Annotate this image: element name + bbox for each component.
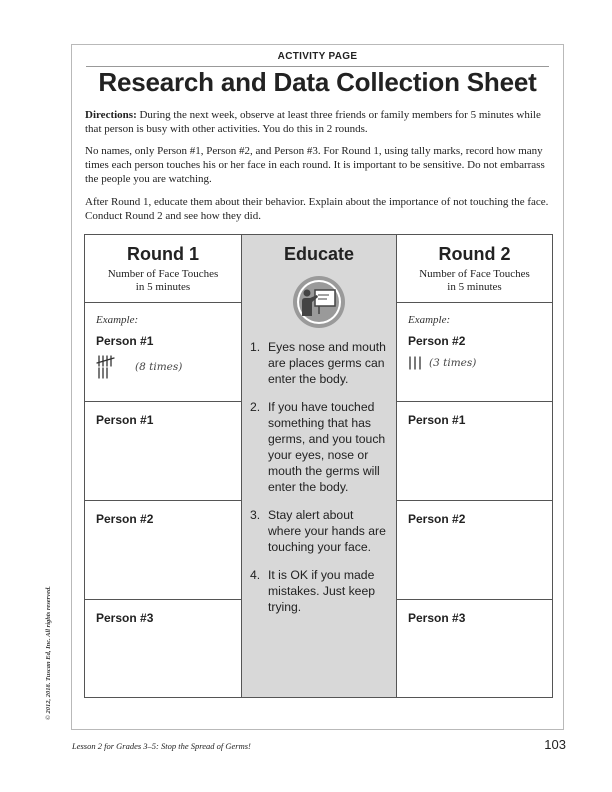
round1-title: Round 1 [127, 244, 199, 264]
directions-text: During the next week, observe at least three friends or family members for 5 minutes while that person is busy with other activities. You do this in 2 rounds. [85, 109, 541, 135]
person-label: Person #2 [96, 512, 154, 526]
person-label: Person #3 [96, 611, 154, 625]
example-person-label: Person #2 [408, 334, 466, 348]
round1-person1-cell[interactable] [85, 402, 241, 501]
example-label: Example: [96, 314, 139, 326]
educate-item [250, 339, 386, 387]
person-label: Person #1 [408, 413, 466, 427]
round1-example-cell [85, 303, 241, 402]
directions-paragraph [85, 109, 551, 137]
person-label: Person #3 [408, 611, 466, 625]
example-label: Example: [408, 314, 451, 326]
round2-person2-cell[interactable] [397, 501, 552, 600]
instructions-paragraph: No names, only Person #1, Person #2, and Person #3. For Round 1, using tally marks, record how many times each person touches his or her face in each round. It is important to be sensitive. Do not embarrass the people you are watching. [85, 145, 545, 185]
example-tally-note: (8 times) [135, 361, 183, 373]
example-person-label: Person #1 [96, 334, 154, 348]
round1-column [85, 235, 241, 697]
educate-item-text: If you have touched something that has germs, and you touch your eyes, nose or mouth the germs will enter the body. [268, 400, 386, 494]
round2-person1-cell[interactable] [397, 402, 552, 501]
educate-item-number: 2. [250, 400, 261, 414]
round1-subtitle-line1: Number of Face Touches [107, 268, 219, 280]
page-title: Research and Data Collection Sheet [98, 67, 537, 97]
round1-person2-cell[interactable] [85, 501, 241, 600]
educate-item [250, 567, 386, 615]
educate-item [250, 399, 386, 495]
round1-header [85, 235, 241, 303]
educate-item-text: It is OK if you made mistakes. Just keep trying. [268, 568, 376, 614]
educate-item-text: Eyes nose and mouth are places germs can enter the body. [268, 340, 386, 386]
copyright-notice: © 2012, 2018. Tuscan Ed, Inc. All rights reserved. [45, 586, 52, 720]
round2-column [397, 235, 552, 697]
round1-person3-cell[interactable] [85, 600, 241, 697]
person-label: Person #1 [96, 413, 154, 427]
educate-instructions-paragraph: After Round 1, educate them about their behavior. Explain about the importance of not touching the face. Conduct Round 2 and see how they did. [85, 196, 549, 222]
example-tally [408, 356, 552, 370]
educate-item-number: 4. [250, 568, 261, 582]
round2-header [397, 235, 552, 303]
educate-title: Educate [283, 244, 355, 264]
educate-item [250, 507, 386, 555]
educate-list [250, 339, 386, 627]
educate-item-number: 3. [250, 508, 261, 522]
round2-subtitle-line1: Number of Face Touches [419, 268, 530, 280]
lesson-footer: Lesson 2 for Grades 3–5: Stop the Spread of Germs! [72, 741, 251, 751]
teacher-at-board-icon [291, 274, 347, 330]
round2-title: Round 2 [438, 244, 511, 264]
tally-marks-8-icon [96, 354, 130, 380]
data-collection-table [84, 234, 553, 698]
round1-subtitle-line2: in 5 minutes [135, 281, 191, 293]
round2-person3-cell[interactable] [397, 600, 552, 697]
directions-lead: Directions: [85, 109, 137, 121]
person-label: Person #2 [408, 512, 466, 526]
round2-example-cell [397, 303, 552, 402]
activity-page-label: ACTIVITY PAGE [277, 51, 358, 62]
round2-subtitle-line2: in 5 minutes [447, 281, 502, 293]
educate-item-number: 1. [250, 340, 261, 354]
example-tally [96, 354, 241, 380]
educate-item-text: Stay alert about where your hands are touching your face. [268, 508, 386, 554]
tally-marks-3-icon [408, 356, 424, 370]
educate-column [241, 235, 397, 697]
page-number: 103 [544, 737, 566, 752]
example-tally-note: (3 times) [429, 357, 477, 369]
